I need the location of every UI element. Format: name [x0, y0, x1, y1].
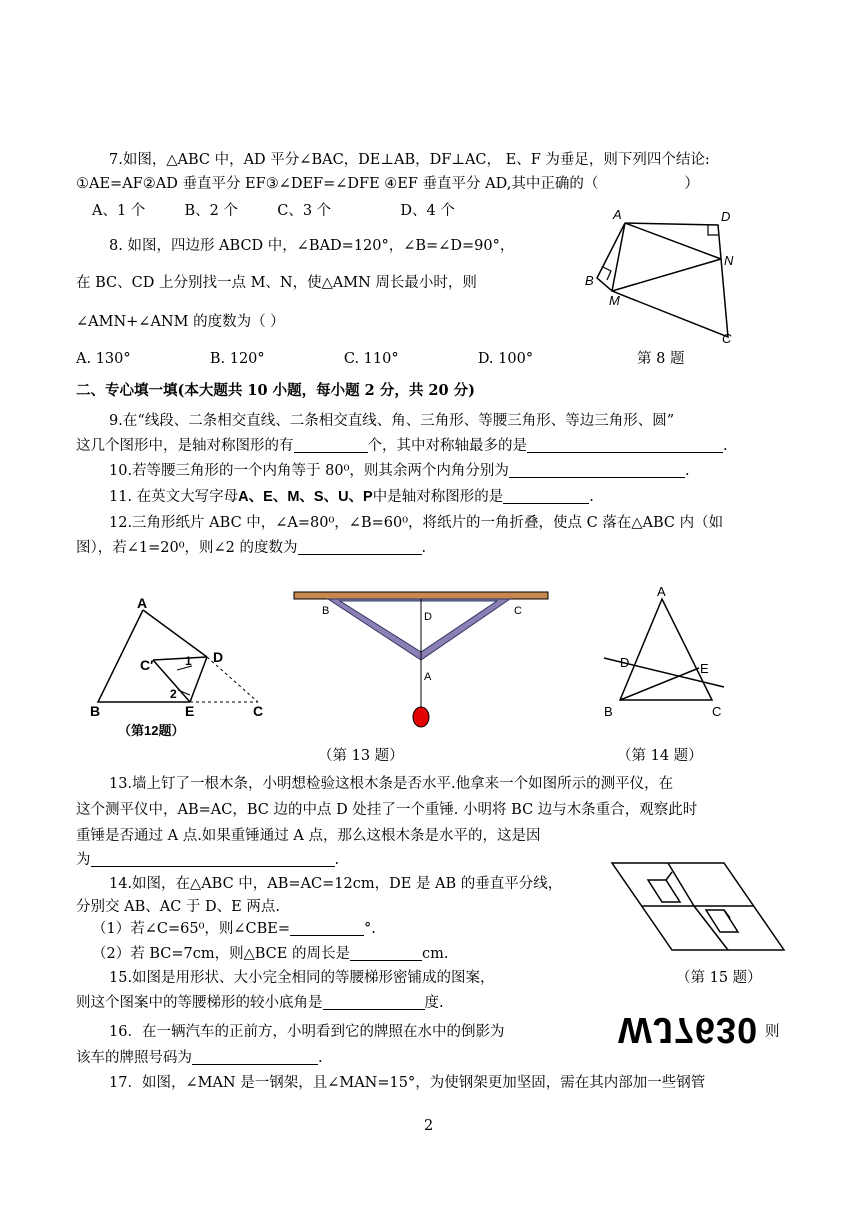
fig13-label-c: C: [514, 605, 522, 617]
fig13-label-d: D: [424, 611, 432, 623]
fig12-label-d: D: [213, 649, 224, 665]
q14-blank-2[interactable]: [350, 944, 422, 961]
q13-line3: 重锤是否通过 A 点.如果重锤通过 A 点，那么这根木条是水平的，这是因: [76, 828, 541, 844]
fig14-label-b: B: [604, 704, 613, 719]
fig12-folded-triangle: [80, 592, 280, 742]
q13-line2: 这个测平仪中，AB=AC，BC 边的中点 D 处挂了一个重锤. 小明将 BC 边与木条重合，观察此时: [76, 802, 698, 818]
q10-blank[interactable]: [509, 461, 685, 478]
q8-option-d: D. 100°: [477, 351, 534, 367]
q10-line: 10.若等腰三角形的一个内角等于 80⁰，则其余两个内角分别为 .: [109, 463, 690, 479]
fig8-label-c: C: [722, 331, 732, 346]
fig12-label-a: A: [137, 595, 148, 611]
q8-option-a: A. 130°: [76, 351, 131, 367]
page-number: 2: [424, 1118, 434, 1134]
q7-options: [92, 201, 455, 221]
q11-blank[interactable]: [503, 487, 589, 504]
fig14-label-e: E: [700, 661, 709, 676]
fig14-label-d: D: [620, 655, 630, 670]
fig15-caption: （第 15 题）: [676, 970, 762, 986]
q16-plate-reflection: WJ7630: [618, 1010, 759, 1051]
q14-part2: （2）若 BC=7cm，则△BCE 的周长是 cm.: [92, 946, 449, 962]
fig13-caption: （第 13 题）: [318, 748, 404, 764]
q9-line2: 这几个图形中，是轴对称图形的有 个，其中对称轴最多的是 .: [76, 438, 728, 454]
fig8-label-a: A: [613, 207, 622, 222]
q13-line1: 13.墙上钉了一根木条，小明想检验这根木条是否水平.他拿来一个如图所示的测平仪，在: [109, 776, 674, 792]
q7-option-d: D、4 个: [400, 203, 455, 219]
q7-option-a: A、1 个: [92, 203, 146, 219]
fig8-label-d: D: [721, 209, 731, 224]
q11-line: 11. 在英文大写字母A、E、M、S、U、P中是轴对称图形的是 .: [109, 489, 594, 505]
fig12-label-1: 1: [185, 654, 192, 668]
q14-part1: （1）若∠C=65⁰，则∠CBE= °.: [92, 921, 376, 937]
fig12-label-2: 2: [170, 687, 177, 701]
section-2-title: 二、专心填一填(本大题共 10 小题，每小题 2 分，共 20 分): [76, 382, 475, 399]
q7-option-c: C、3 个: [277, 203, 332, 219]
q15-blank[interactable]: [323, 993, 425, 1010]
fig8-quadrilateral: [580, 205, 740, 347]
q16-line1: 16．在一辆汽车的正前方，小明看到它的牌照在水中的倒影为: [109, 1024, 505, 1040]
q14-line2: 分别交 AB、AC 于 D、E 两点.: [76, 899, 280, 915]
fig13-label-b: B: [322, 605, 330, 617]
q14-blank-1[interactable]: [290, 919, 364, 936]
fig14-label-a: A: [657, 584, 666, 599]
fig12-label-cp: C′: [140, 657, 154, 673]
fig8-label-b: B: [585, 273, 594, 288]
q15-line2: 则这个图案中的等腰梯形的较小底角是 度.: [76, 995, 444, 1011]
q16-then: 则: [765, 1024, 780, 1040]
fig14-triangle: [596, 582, 736, 724]
q8-option-b: B. 120°: [209, 351, 265, 367]
fig8-label-m: M: [609, 293, 620, 308]
q16-blank[interactable]: [192, 1048, 318, 1065]
q17-line1: 17．如图，∠MAN 是一钢架，且∠MAN=15°，为使钢架更加坚固，需在其内部加一些钢管: [109, 1075, 706, 1091]
fig8-label-n: N: [724, 253, 734, 268]
q12-line1: 12.三角形纸片 ABC 中，∠A=80⁰，∠B=60⁰，将纸片的一角折叠，使点 C 落在△ABC 内（如: [109, 515, 724, 531]
fig12-label-c: C: [253, 703, 264, 719]
q7-option-b: B、2 个: [184, 203, 239, 219]
fig12-caption: （第12题）: [118, 723, 185, 738]
fig14-caption: （第 14 题）: [617, 748, 703, 764]
fig8-caption: 第 8 题: [637, 351, 685, 367]
q8-line2: 在 BC、CD 上分别找一点 M、N，使△AMN 周长最小时，则: [76, 275, 477, 291]
fig12-label-b: B: [90, 703, 101, 719]
q9-line1: 9.在“线段、二条相交直线、二条相交直线、角、三角形、等腰三角形、等边三角形、圆”: [109, 413, 675, 429]
q7-line2: ①AE=AF②AD 垂直平分 EF③∠DEF=∠DFE ④EF 垂直平分 AD,其中正确的（ ）: [76, 176, 699, 192]
fig13-level-instrument: [290, 588, 552, 734]
fig12-label-e: E: [185, 703, 195, 719]
q12-line2: 图），若∠1=20⁰，则∠2 的度数为 .: [76, 540, 427, 556]
q8-option-c: C. 110°: [343, 351, 399, 367]
q13-line4: 为 .: [76, 852, 340, 868]
q16-line2: 该车的牌照号码为 .: [76, 1050, 323, 1066]
q9-blank-1[interactable]: [294, 436, 368, 453]
q14-line1: 14.如图，在△ABC 中，AB=AC=12cm，DE 是 AB 的垂直平分线，: [109, 876, 563, 892]
fig14-label-c: C: [712, 704, 722, 719]
fig15-trapezoid-tiling: [604, 858, 790, 958]
q12-blank[interactable]: [298, 538, 422, 555]
fig13-label-a: A: [424, 671, 432, 683]
q8-line3: ∠AMN+∠ANM 的度数为（ ）: [76, 314, 285, 330]
q8-options: [76, 349, 533, 369]
q8-line1: 8. 如图，四边形 ABCD 中，∠BAD=120°，∠B=∠D=90°，: [109, 238, 515, 254]
q13-blank[interactable]: [91, 850, 335, 867]
q9-blank-2[interactable]: [527, 436, 723, 453]
q7-line1: 7.如图，△ABC 中，AD 平分∠BAC，DE⊥AB，DF⊥AC， E、F 为垂足，则下列四个结论:: [109, 152, 710, 168]
q15-line1: 15.如图是用形状、大小完全相同的等腰梯形密铺成的图案，: [109, 970, 495, 986]
